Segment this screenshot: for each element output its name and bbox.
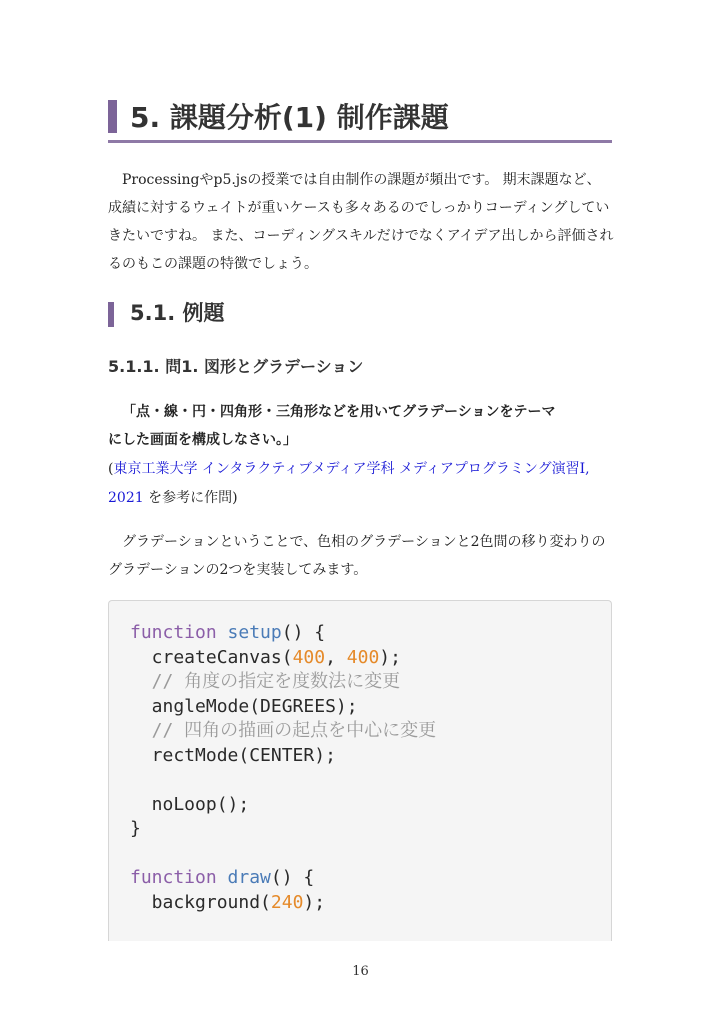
code-text: ); (379, 646, 401, 668)
code-text: () { (281, 622, 326, 643)
reference-note (108, 455, 614, 513)
reference-open: ( (108, 461, 114, 477)
code-text: rectMode(CENTER); (130, 744, 336, 766)
code-content (130, 621, 436, 915)
quote-line-1: 「点・線・円・四角形・三角形などを用いてグラデーションをテーマ (122, 404, 556, 420)
code-text: background( (130, 891, 271, 913)
code-text: createCanvas( (130, 646, 293, 668)
code-text: } (130, 818, 141, 839)
chapter-heading (108, 96, 612, 143)
code-function-name: setup (227, 622, 282, 643)
code-text: ); (303, 891, 326, 913)
section-heading (108, 297, 508, 329)
page-number: 16 (352, 964, 369, 979)
code-text: , (325, 646, 347, 668)
code-block (108, 600, 612, 941)
code-comment: // 角度の指定を度数法に変更 (130, 671, 401, 692)
section-accent-bar (108, 302, 114, 327)
code-number: 240 (270, 891, 304, 913)
code-number: 400 (292, 646, 326, 668)
code-function-name: draw (227, 867, 271, 888)
reference-rest: を参考に作問) (143, 490, 238, 506)
code-text: angleMode(DEGREES); (130, 695, 358, 717)
code-text: noLoop(); (130, 793, 250, 815)
intro-paragraph: Processingやp5.jsの授業では自由制作の課題が頻出です。 期末課題など、成績に対するウェイトが重いケースも多々あるのでしっかりコーディングしていきたいですね。 また、コーディングスキルだけでなくアイデア出しから評価されるのもこの課題の特徴でしょう。 (108, 172, 614, 272)
reference-link[interactable]: 東京工業大学 インタラクティブメディア学科 メディアプログラミング演習I, 2021 (108, 461, 590, 506)
quote-line-2: にした画面を構成しなさい。」 (108, 432, 297, 448)
code-text: () { (270, 867, 315, 888)
subsection-title: 5.1.1. 問1. 図形とグラデーション (108, 357, 364, 376)
code-number: 400 (346, 646, 380, 668)
assignment-quote (108, 398, 614, 454)
section-title: 5.1. 例題 (130, 301, 225, 325)
code-keyword: function (130, 867, 217, 888)
heading-accent-bar (108, 100, 117, 133)
body-paragraph: グラデーションということで、色相のグラデーションと2色間の移り変わりのグラデーションの2つを実装してみます。 (108, 534, 606, 578)
chapter-title: 5. 課題分析(1) 制作課題 (130, 101, 449, 134)
code-comment: // 四角の描画の起点を中心に変更 (130, 720, 437, 741)
code-keyword: function (130, 622, 217, 643)
